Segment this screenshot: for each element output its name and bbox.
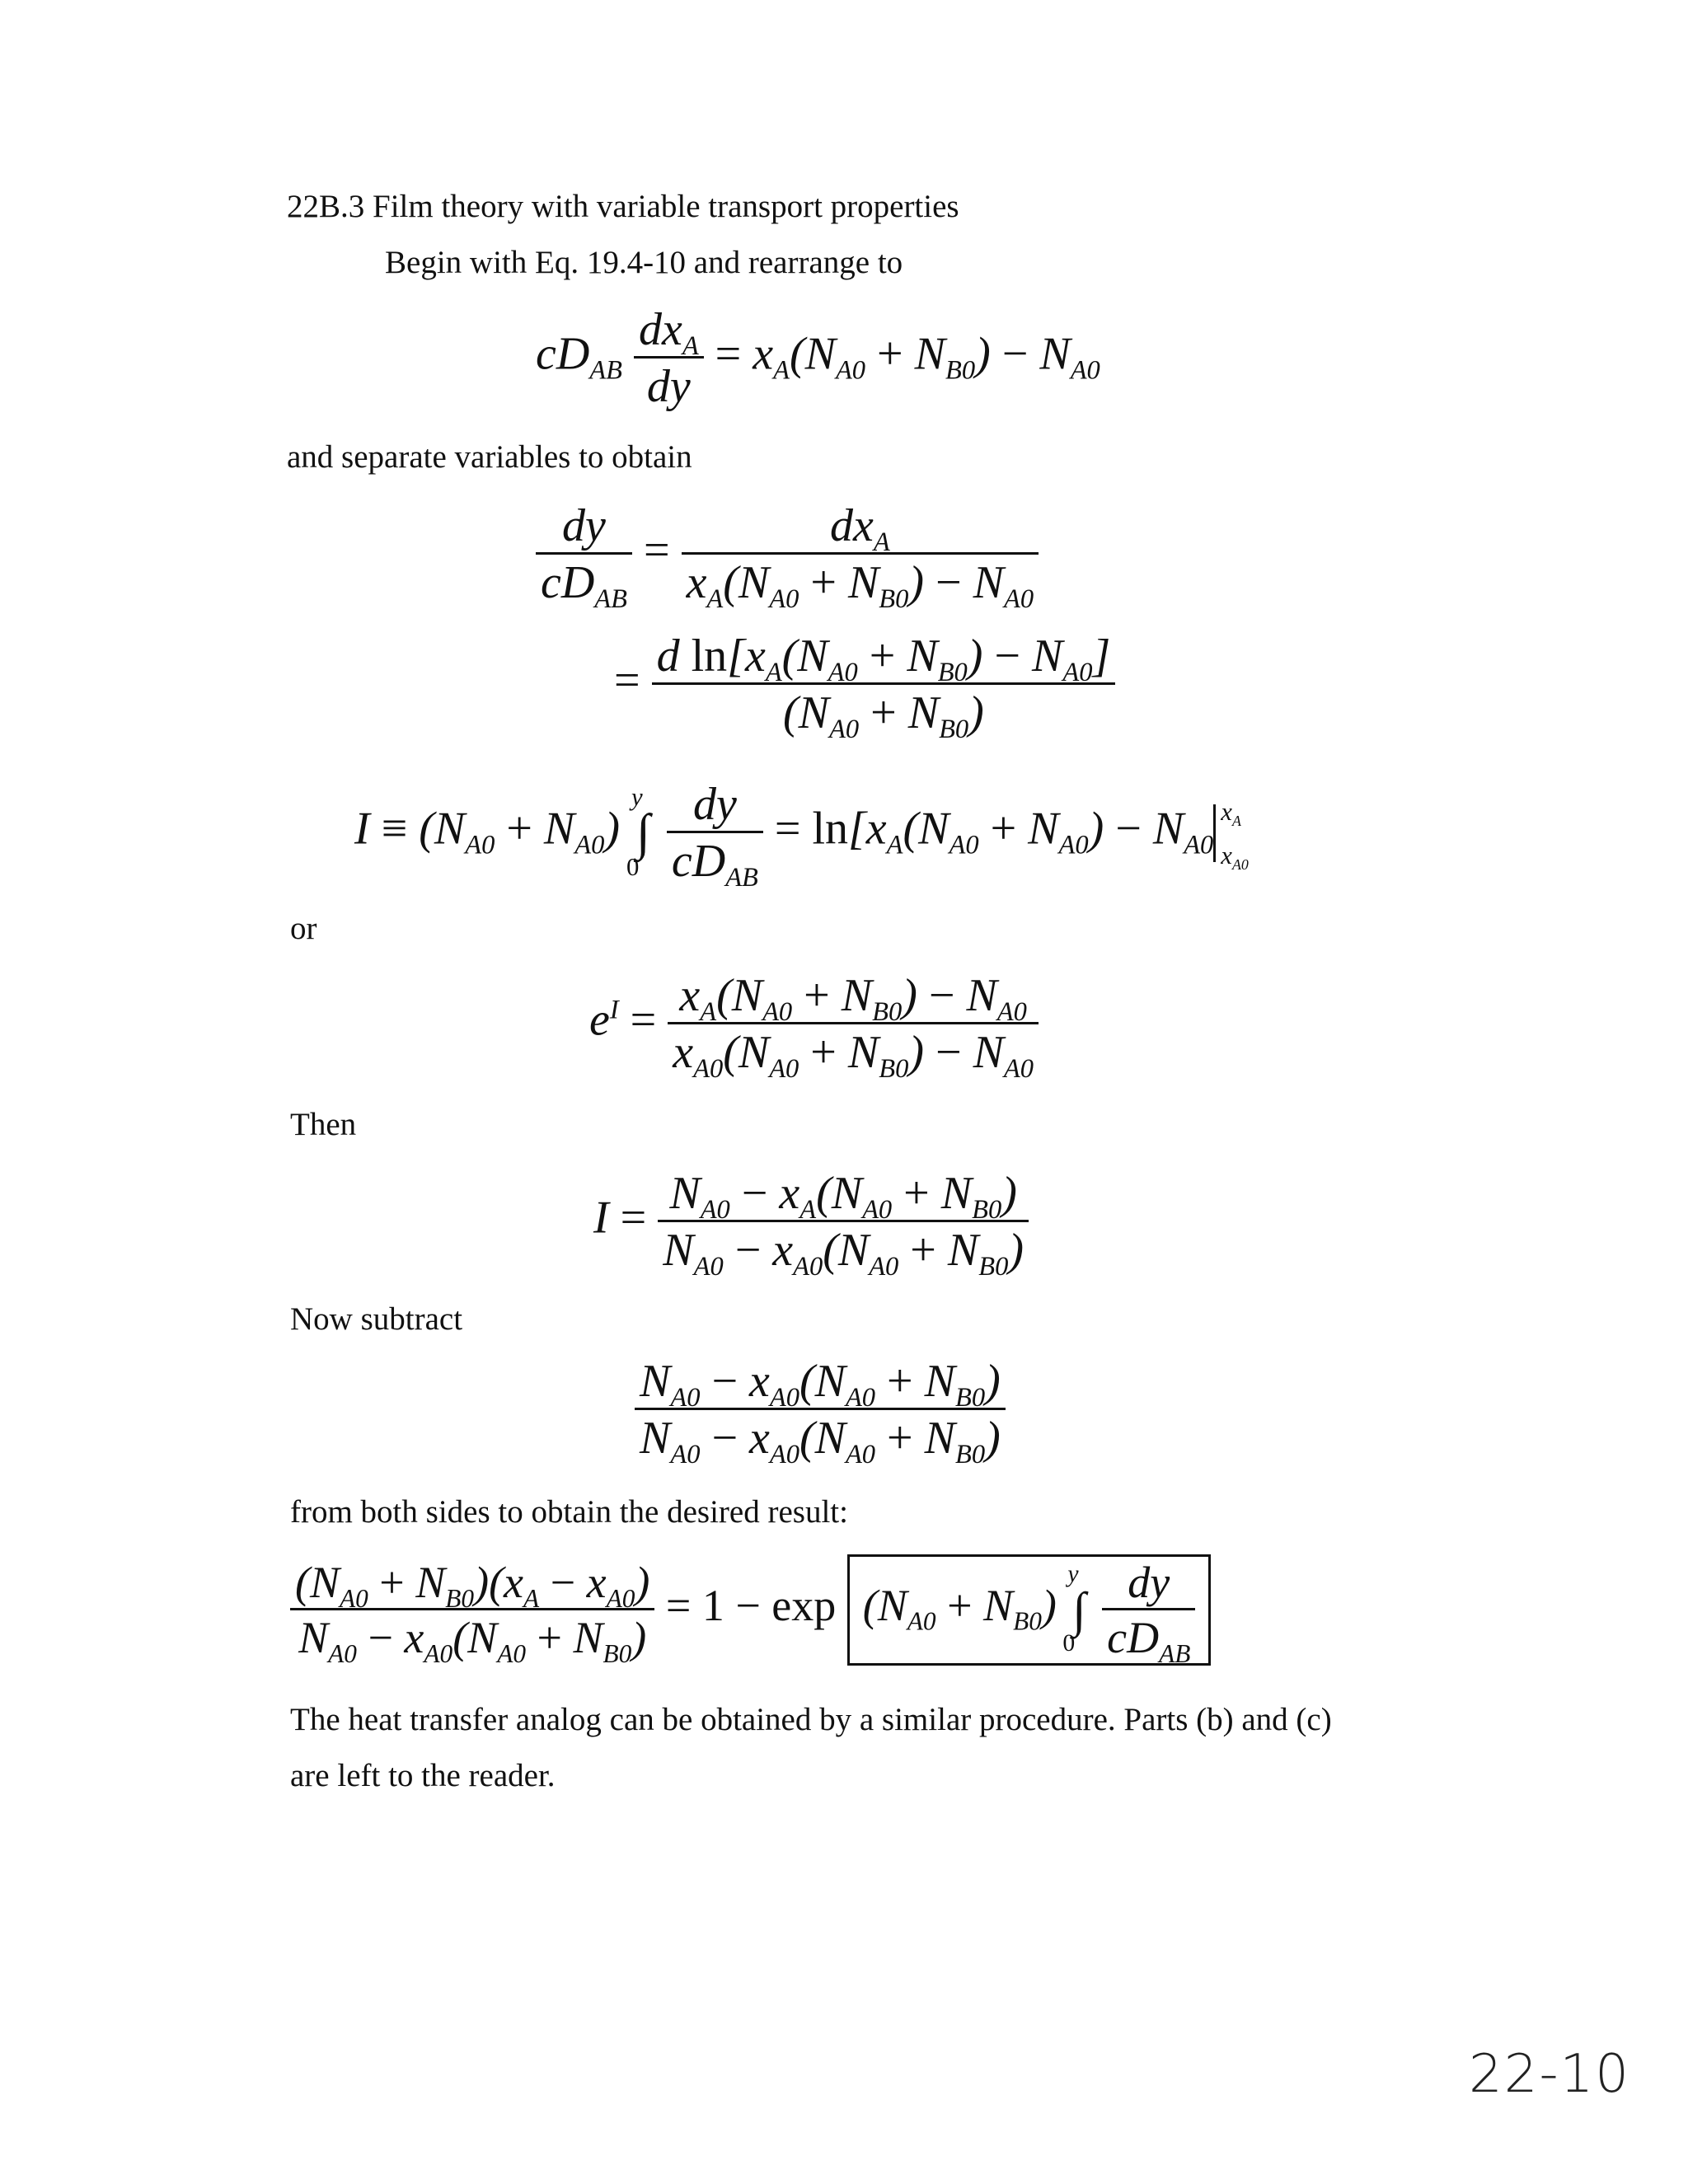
equation-rearranged: $cD_{AB}$ $\frac{dx_A}{dy}$ = $x_A(N_{A0} + N_{B0}) - N_{A0}$ bbox=[536, 304, 1100, 412]
closing-text-line2: are left to the reader. bbox=[290, 1758, 556, 1793]
intro-text: Begin with Eq. 19.4-10 and rearrange to bbox=[385, 245, 903, 280]
equation-log-form: = $\frac{d \ln[x_A(N_{A0} + N_{B0}) - N_{A0}]}{(N_{A0} + N_{B0})}$ bbox=[614, 633, 1115, 736]
or-text: or bbox=[290, 911, 317, 946]
equation-exponential: $e^I$ = $\frac{x_A(N_{A0} + N_{B0}) - N_{A0}}{x_{A0}(N_{A0} + N_{B0}) - N_{A0}}$ bbox=[589, 972, 1039, 1076]
section-heading: 22B.3 Film theory with variable transport properties bbox=[287, 189, 959, 224]
both-sides-text: from both sides to obtain the desired result: bbox=[290, 1494, 848, 1530]
equation-separated: $\frac{dy}{cD_{AB}}$ = $\frac{dx_A}{x_A(N_{A0} + N_{B0}) - N_{A0}}$ bbox=[536, 503, 1039, 606]
closing-text-line1: The heat transfer analog can be obtained by a similar procedure. Parts (b) and (c) bbox=[290, 1702, 1332, 1737]
page-number: 22-10 bbox=[1469, 2044, 1630, 2105]
equation-then: I = $\frac{N_{A0} - x_A(N_{A0} + N_{B0})}{N_{A0} - x_{A0}(N_{A0} + N_{B0})}$ bbox=[593, 1170, 1029, 1273]
equation-desired-result: $\frac{(N_{A0} + N_{B0})(x_A - x_{A0})}{N_{A0} - x_{A0}(N_{A0} + N_{B0})}$ = $1 - \exp (N_{A0} + N_{B0})$ y ∫ 0 $\frac{dy}{cD_{AB}}$ bbox=[290, 1554, 1211, 1666]
now-subtract-text: Now subtract bbox=[290, 1301, 463, 1337]
then-text: Then bbox=[290, 1107, 357, 1142]
equation-integral-definition: $I \equiv (N_{A0} + N_{A0})$ y ∫ 0 $\frac{dy}{cD_{AB}}$ = $\ln[x_A(N_{A0} + N_{A0}) - N_{A0}$ $x_A$ $x_{A0}$ bbox=[354, 781, 1273, 884]
equation-subtract-term: $\frac{N_{A0} - x_{A0}(N_{A0} + N_{B0})}{N_{A0} - x_{A0}(N_{A0} + N_{B0})}$ bbox=[635, 1358, 1006, 1461]
separate-variables-text: and separate variables to obtain bbox=[287, 439, 692, 475]
